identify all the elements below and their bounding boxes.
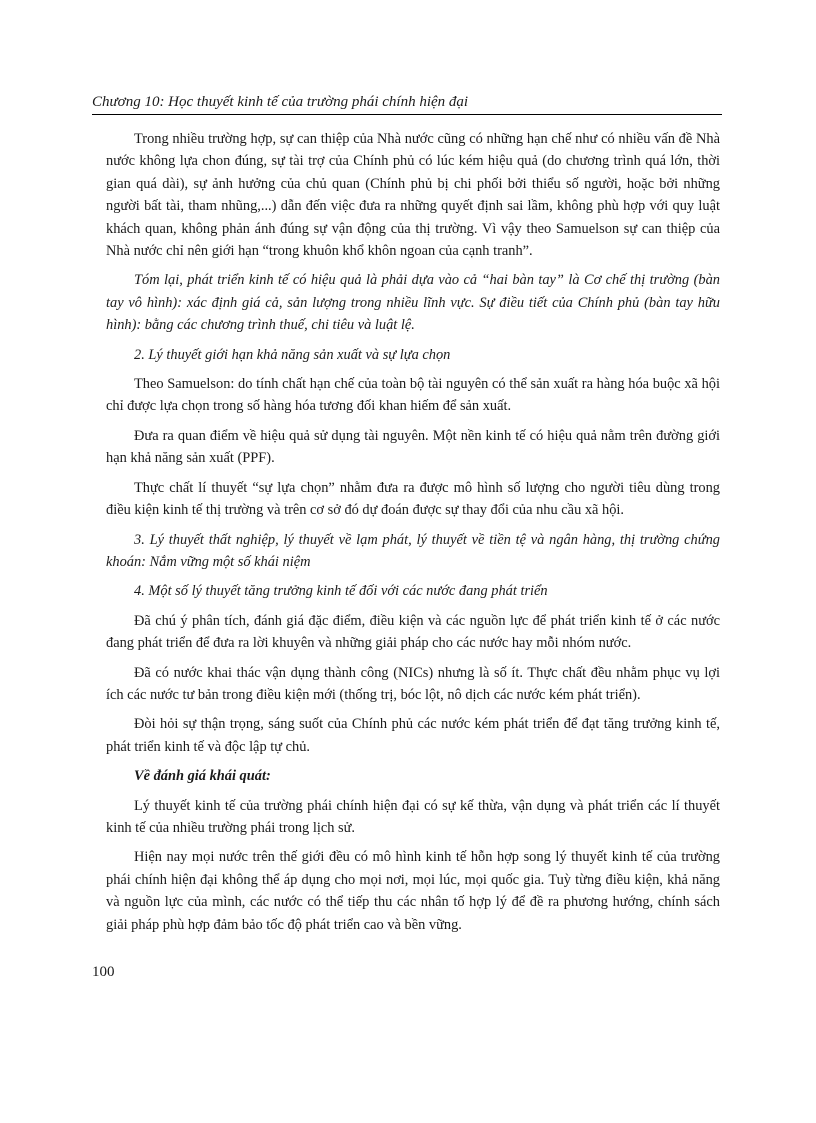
- paragraph-inheritance: Lý thuyết kinh tế của trường phái chính hiện đại có sự kế thừa, vận dụng và phát triển các lí thuyết kinh tế của nhiều trường phái trong lịch sử.: [106, 797, 720, 836]
- paragraph-choice-theory: Thực chất lí thuyết “sự lựa chọn” nhằm đưa ra được mô hình số lượng cho người tiêu dùng trong điều kiện kinh tế thị trường và trên cơ sở đó dự đoán được sự thay đổi của nhu cầu xã hội.: [106, 479, 720, 519]
- paragraph-state-intervention-limits: Trong nhiều trường hợp, sự can thiệp của Nhà nước cũng có những hạn chế như có nhiều vấn đề Nhà nước không lựa chon đúng, sự tài trợ của Chính phủ có lúc kém hiệu quả (do chương trình quá lớn, thời gian quá dài), sự ảnh hưởng của chủ quan (Chính phủ bị chi phối bởi thiểu số người, hoặc bởi những người bất tài, tham nhũng,...) dẫn đến việc đưa ra những quyết định sai lầm, không phù hợp với quy luật khách quan, không phản ánh đúng sự vận động của thị trường. Vì vậy theo Samuelson sự can thiệp của Nhà nước chỉ nên giới hạn “trong khuôn khổ khôn ngoan của cạnh tranh”.: [106, 131, 720, 260]
- body-text: [106, 128, 720, 943]
- page-number: 100: [92, 964, 115, 980]
- paragraph-two-hands-summary: Tóm lại, phát triển kinh tế có hiệu quả là phải dựa vào cả “hai bàn tay” là Cơ chế thị trường (bàn tay vô hình): xác định giá cả, sản lượng trong nhiều lĩnh vực. Sự điều tiết của Chính phủ (bàn tay hữu hình): bằng các chương trình thuế, chi tiêu và luật lệ.: [106, 272, 720, 334]
- paragraph-mixed-economy: Hiện nay mọi nước trên thế giới đều có mô hình kinh tế hỗn hợp song lý thuyết kinh tế của trường phái chính hiện đại không thể áp dụng cho mọi nơi, mọi lúc, mọi quốc gia. Tuỳ từng điều kiện, khả năng và nguồn lực của mình, các nước có thể tiếp thu các nhân tố hợp lý để đề ra phương hướng, chính sách giải pháp phù hợp đảm bảo tốc độ phát triển cao và bền vững.: [106, 849, 720, 933]
- paragraph-government-prudence: Đòi hỏi sự thận trọng, sáng suốt của Chính phủ các nước kém phát triển để đạt tăng trưởng kinh tế, phát triển kinh tế và độc lập tự chủ.: [106, 716, 720, 755]
- paragraph-nics: Đã có nước khai thác vận dụng thành công (NICs) nhưng là số ít. Thực chất đều nhằm phục vụ lợi ích các nước tư bản trong điều kiện mới (thống trị, bóc lột, nô dịch các nước kém phát triển).: [106, 664, 720, 703]
- running-header: Chương 10: Học thuyết kinh tế của trường phái chính hiện đại: [92, 93, 722, 115]
- section-heading-general-assessment: Về đánh giá khái quát:: [134, 768, 271, 785]
- section-heading-unemployment-inflation: 3. Lý thuyết thất nghiệp, lý thuyết về lạm phát, lý thuyết về tiền tệ và ngân hàng, thị trường chứng khoán: Nắm vững một số khái niệm: [106, 531, 720, 570]
- section-heading-growth-theories: 4. Một số lý thuyết tăng trưởng kinh tế đối với các nước đang phát triển: [134, 583, 548, 600]
- paragraph-samuelson-scarcity: Theo Samuelson: do tính chất hạn chế của toàn bộ tài nguyên có thể sản xuất ra hàng hóa buộc xã hội chỉ được lựa chọn trong số hàng hóa tương đối khan hiếm để sản xuất.: [106, 376, 720, 415]
- paragraph-resource-efficiency: Đưa ra quan điểm về hiệu quả sử dụng tài nguyên. Một nền kinh tế có hiệu quả nằm trên đường giới hạn khả năng sản xuất (PPF).: [106, 427, 720, 467]
- section-heading-ppf: 2. Lý thuyết giới hạn khả năng sản xuất và sự lựa chọn: [134, 346, 451, 363]
- paragraph-developing-countries-analysis: Đã chú ý phân tích, đánh giá đặc điểm, điều kiện và các nguồn lực để phát triển kinh tế ở các nước đang phát triển để đưa ra lời khuyên và những giải pháp cho các nước hay mỗi nhóm nước.: [106, 612, 720, 652]
